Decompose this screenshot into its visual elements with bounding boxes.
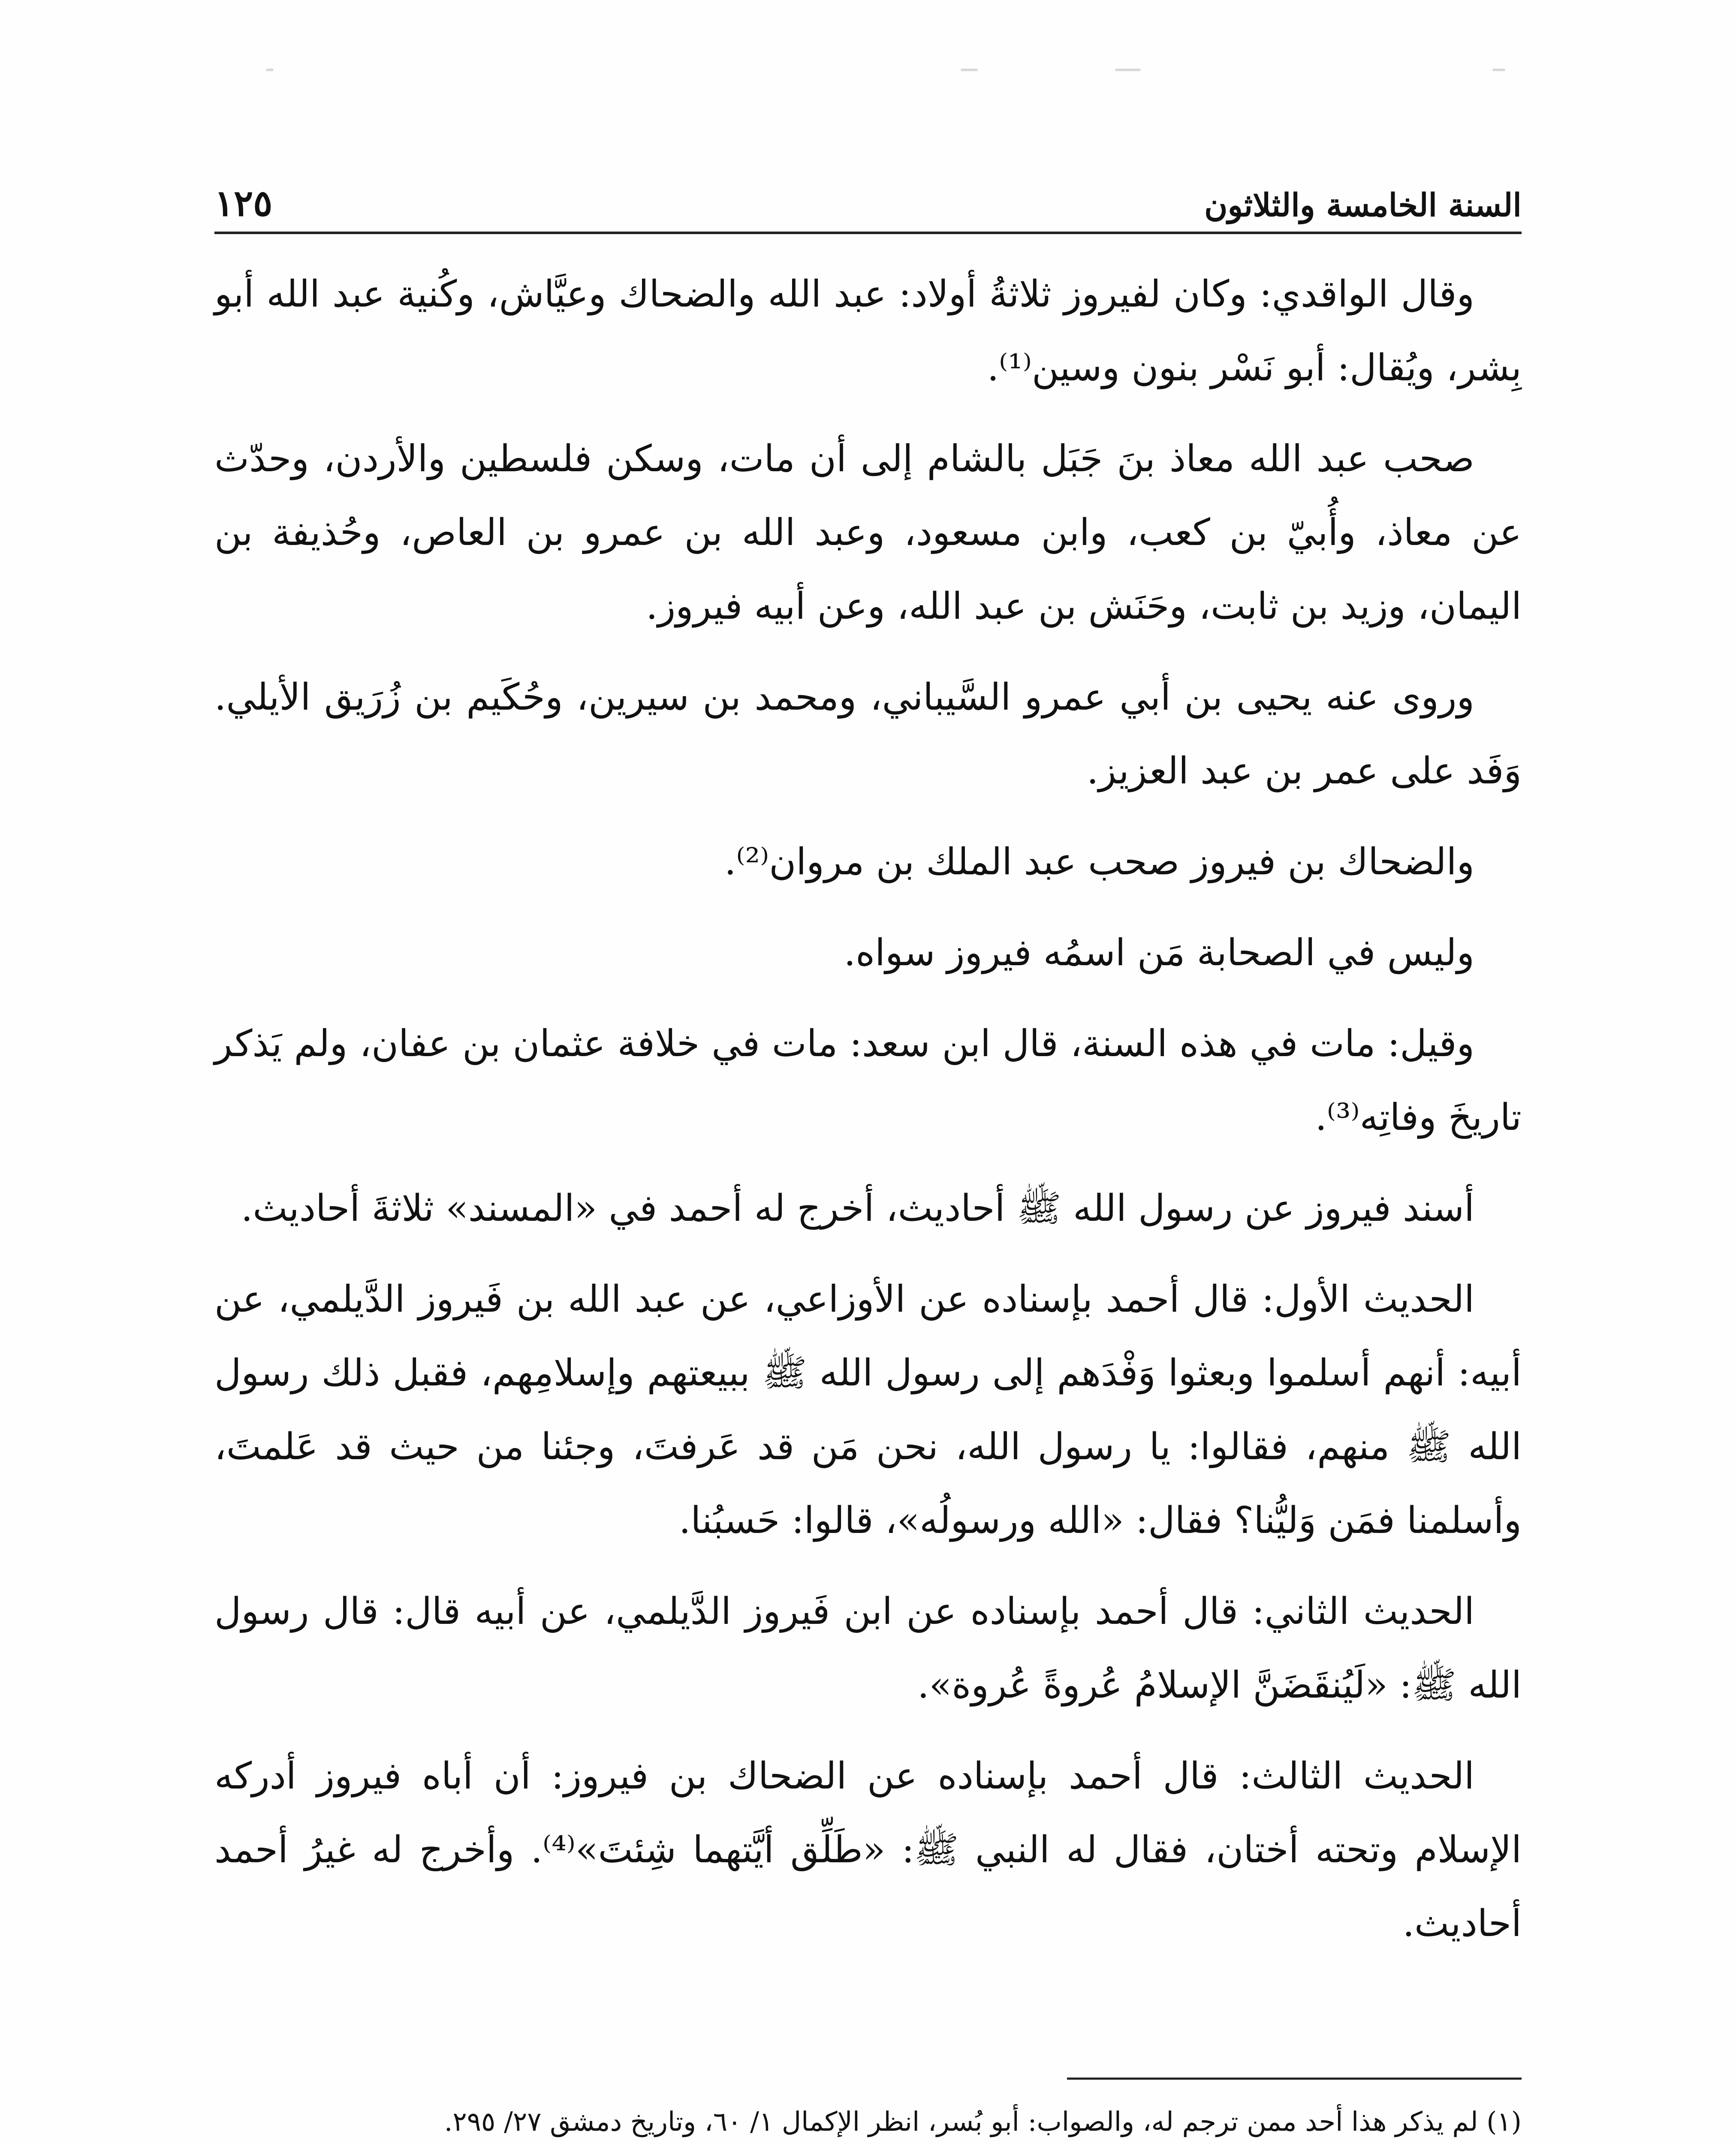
- paragraph: الحديث الثالث: قال أحمد بإسناده عن الضحاك بن فيروز: أن أباه فيروز أدركه الإسلام وتحته أختان، فقال له النبي ﷺ: «طَلِّق أيَّتهما شِئتَ»⁽⁴⁾. وأخرج له غيرُ أحمد أحاديث.: [214, 1755, 1522, 1945]
- paragraph: وليس في الصحابة مَن اسمُه فيروز سواه.: [844, 931, 1474, 974]
- scan-speckle: [1115, 69, 1141, 71]
- header-rule: [214, 232, 1522, 234]
- paragraph: وقال الواقدي: وكان لفيروز ثلاثةُ أولاد: عبد الله والضحاك وعيَّاش، وكُنية عبد الله أبو بِشر، ويُقال: أبو نَسْر بنون وسين⁽¹⁾.: [214, 273, 1522, 389]
- footnotes: [214, 2097, 1522, 2144]
- paragraph: والضحاك بن فيروز صحب عبد الملك بن مروان⁽²⁾.: [724, 840, 1474, 883]
- paragraph: أسند فيروز عن رسول الله ﷺ أحاديث، أخرج له أحمد في «المسند» ثلاثةَ أحاديث.: [241, 1187, 1474, 1230]
- footnote: (١) لم يذكر هذا أحد ممن ترجم له، والصواب: أبو بُسر، انظر الإكمال ١/ ٦٠، وتاريخ دمشق ٢٧/ ٢٩٥.: [444, 2106, 1522, 2137]
- footnote-separator: [1067, 2078, 1522, 2080]
- paragraph: وروى عنه يحيى بن أبي عمرو السَّيباني، ومحمد بن سيرين، وحُكَيم بن زُرَيق الأيلي. وَفَد على عمر بن عبد العزيز.: [214, 676, 1522, 792]
- paragraph: الحديث الأول: قال أحمد بإسناده عن الأوزاعي، عن عبد الله بن فَيروز الدَّيلمي، عن أبيه: أنهم أسلموا وبعثوا وَفْدَهم إلى رسول الله ﷺ ببيعتهم وإسلامِهم، فقبل ذلك رسول الله ﷺ منهم، فقالوا: يا رسول الله، نحن مَن قد عَرفتَ، وجئنا من حيث قد عَلمتَ، وأسلمنا فمَن وَليُّنا؟ فقال: «الله ورسولُه»، قالوا: حَسبُنا.: [214, 1278, 1522, 1542]
- scan-speckle: [266, 69, 274, 71]
- scan-speckle: [961, 69, 978, 71]
- page-header: [214, 154, 1522, 223]
- running-title: السنة الخامسة والثلاثون: [1204, 187, 1522, 224]
- main-text: [214, 257, 1522, 1978]
- paragraph: وقيل: مات في هذه السنة، قال ابن سعد: مات في خلافة عثمان بن عفان، ولم يَذكر تاريخَ وفاتِه⁽³⁾.: [214, 1022, 1522, 1139]
- scan-speckle: [1492, 69, 1505, 71]
- page-number: ١٢٥: [214, 181, 273, 224]
- paragraph: الحديث الثاني: قال أحمد بإسناده عن ابن فَيروز الدَّيلمي، عن أبيه قال: قال رسول الله ﷺ: «لَيُنقَضَنَّ الإسلامُ عُروةً عُروة».: [214, 1590, 1522, 1707]
- paragraph: صحب عبد الله معاذ بنَ جَبَل بالشام إلى أن مات، وسكن فلسطين والأردن، وحدّث عن معاذ، وأُبيّ بن كعب، وابن مسعود، وعبد الله بن عمرو بن العاص، وحُذيفة بن اليمان، وزيد بن ثابت، وحَنَش بن عبد الله، وعن أبيه فيروز.: [214, 437, 1522, 628]
